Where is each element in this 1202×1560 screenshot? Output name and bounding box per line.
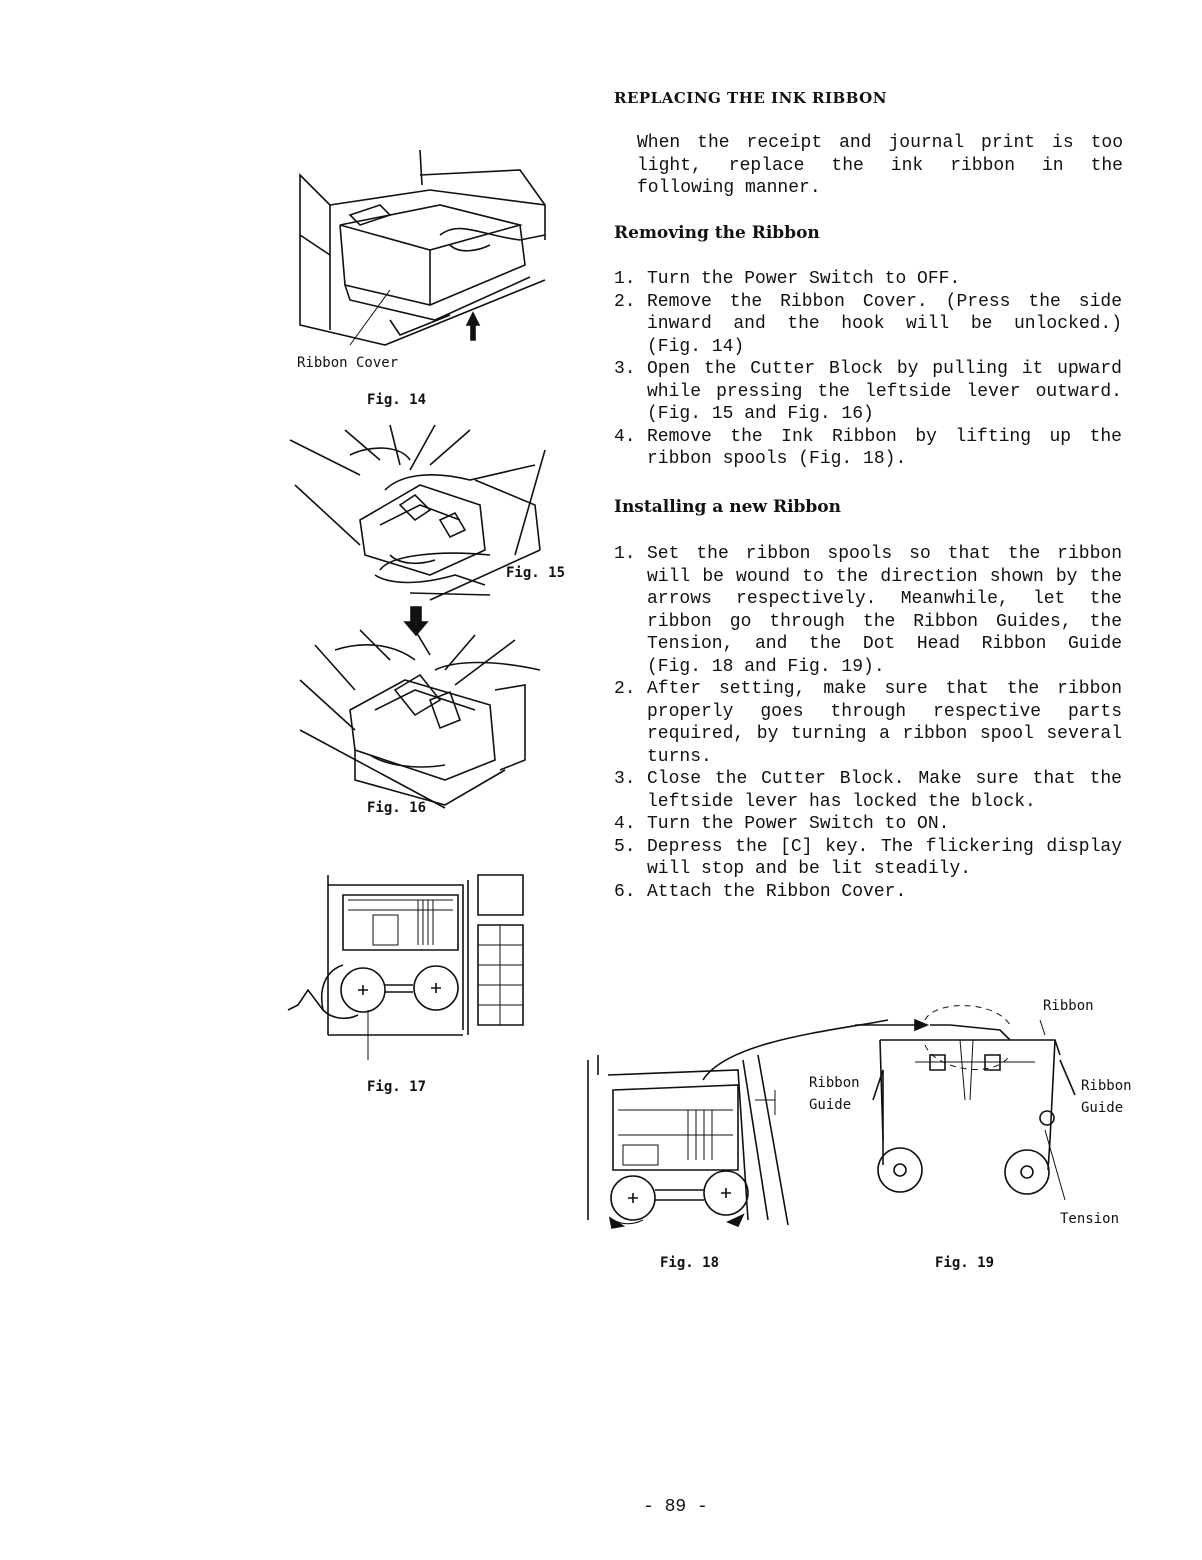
fig17-caption: Fig. 17 (367, 1079, 427, 1095)
installing-step-5: 5. Depress the [C] key. The flickering display will stop and be lit steadily. (614, 836, 1122, 879)
fig15-caption: Fig. 15 (506, 565, 566, 581)
installing-steps (614, 543, 1122, 903)
page-heading: REPLACING THE INK RIBBON (614, 89, 887, 107)
intro-paragraph: When the receipt and journal print is too light, replace the ink ribbon in the following manner. (637, 133, 1123, 198)
fig19-caption: Fig. 19 (935, 1255, 995, 1271)
removing-step-4: 4. Remove the Ink Ribbon by lifting up the ribbon spools (Fig. 18). (614, 426, 1122, 469)
installing-step-2: 2. After setting, make sure that the ribbon properly goes through respective parts required, by turning a ribbon spool several turns. (614, 679, 1122, 767)
fig17-illustration (288, 870, 528, 1060)
fig19-label-ribbon: Ribbon (1043, 998, 1094, 1014)
removing-step-3: 3. Open the Cutter Block by pulling it upward while pressing the leftside lever outward. (Fig. 15 and Fig. 16) (614, 359, 1122, 424)
installing-step-6: 6. Attach the Ribbon Cover. (614, 881, 907, 902)
installing-step-4: 4. Turn the Power Switch to ON. (614, 814, 950, 834)
installing-step-1: 1. Set the ribbon spools so that the ribbon will be wound to the direction shown by the arrows respectively. Meanwhile, let the ribbon go through the Ribbon Guides, the Tension, and the Dot Head Ribbon Guide (Fig. 18 and Fig. 19). (614, 544, 1122, 677)
page-number: - 89 - (643, 1497, 708, 1517)
fig14-caption: Fig. 14 (367, 392, 427, 408)
fig16-illustration (295, 630, 545, 810)
fig16-caption: Fig. 16 (367, 800, 427, 816)
installing-title: Installing a new Ribbon (614, 497, 842, 517)
fig14-illustration (290, 145, 560, 355)
fig18-caption: Fig. 18 (660, 1255, 720, 1271)
installing-step-3: 3. Close the Cutter Block. Make sure that the leftside lever has locked the block. (614, 769, 1122, 812)
fig14-label-ribbon-cover: Ribbon Cover (297, 355, 399, 371)
removing-step-2: 2. Remove the Ribbon Cover. (Press the side inward and the hook will be unlocked.) (Fig. 14) (614, 291, 1122, 357)
removing-step-1: 1. Turn the Power Switch to OFF. (614, 269, 961, 289)
removing-steps (614, 268, 1122, 471)
fig19-label-tension: Tension (1060, 1211, 1120, 1227)
fig19-label-ribbon-guide-left-1: Ribbon (809, 1075, 860, 1091)
removing-title: Removing the Ribbon (614, 223, 820, 243)
fig19-label-ribbon-guide-right-2: Guide (1081, 1100, 1124, 1116)
fig19-label-ribbon-guide-right-1: Ribbon (1081, 1078, 1132, 1094)
fig19-label-ribbon-guide-left-2: Guide (809, 1097, 852, 1113)
